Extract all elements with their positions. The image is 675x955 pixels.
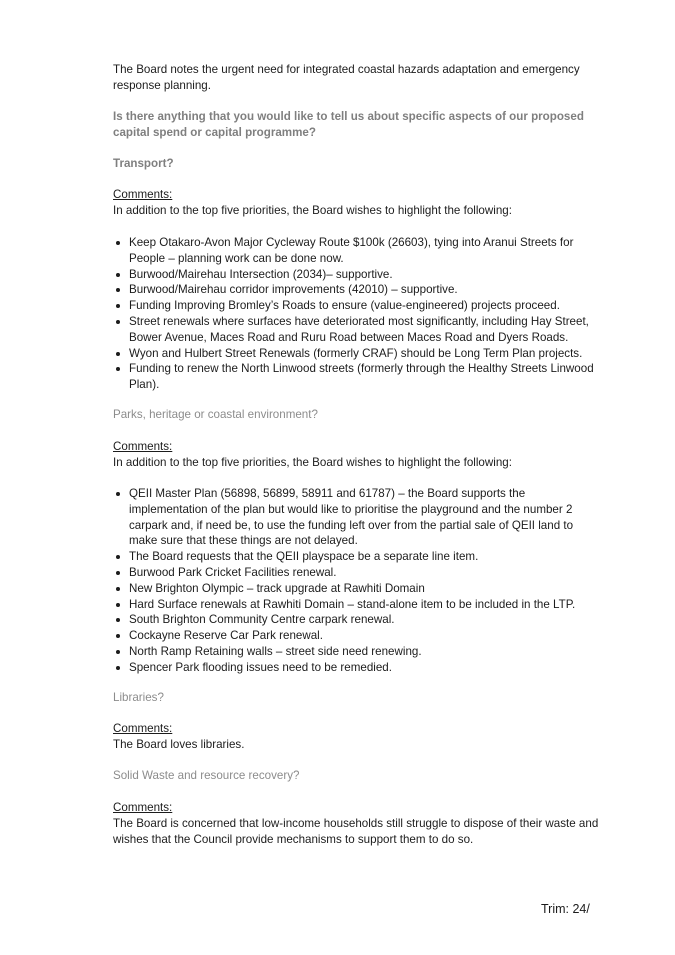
bullet-icon bbox=[116, 650, 120, 654]
bullet-icon bbox=[116, 304, 120, 308]
bullet-icon bbox=[116, 555, 120, 559]
bullet-icon bbox=[116, 587, 120, 591]
list-item: Burwood Park Cricket Facilities renewal. bbox=[113, 565, 603, 581]
parks-heading: Parks, heritage or coastal environment? bbox=[113, 408, 318, 421]
bullet-icon bbox=[116, 273, 120, 277]
list-item: Funding Improving Bromley’s Roads to ensure (value-engineered) projects proceed. bbox=[113, 298, 603, 314]
list-item: QEII Master Plan (56898, 56899, 58911 and 61787) – the Board supports the implementation of the plan but would like to prioritise the playground and the number 2 carpark and, if need be, to use the funding left over from the partial sale of QEII land to make sure that these things are not delayed. bbox=[113, 486, 603, 549]
bullet-icon bbox=[116, 288, 120, 292]
list-item: New Brighton Olympic – track upgrade at Rawhiti Domain bbox=[113, 581, 603, 597]
transport-intro: In addition to the top five priorities, the Board wishes to highlight the following: bbox=[113, 204, 512, 217]
libraries-comments-label: Comments: bbox=[113, 722, 173, 735]
trim-reference: Trim: 24/ bbox=[541, 902, 590, 916]
bullet-icon bbox=[116, 367, 120, 371]
waste-heading: Solid Waste and resource recovery? bbox=[113, 769, 300, 782]
list-item: Cockayne Reserve Car Park renewal. bbox=[113, 628, 603, 644]
bullet-icon bbox=[116, 241, 120, 245]
waste-comments-label: Comments: bbox=[113, 801, 173, 814]
list-item: Keep Otakaro-Avon Major Cycleway Route $100k (26603), tying into Aranui Streets for People – planning work can be done now. bbox=[113, 235, 603, 267]
capital-question: Is there anything that you would like to tell us about specific aspects of our proposed capital spend or capital programme? bbox=[113, 110, 584, 139]
list-item: Burwood/Mairehau Intersection (2034)– supportive. bbox=[113, 267, 603, 283]
list-item: Burwood/Mairehau corridor improvements (42010) – supportive. bbox=[113, 282, 603, 298]
list-item: Funding to renew the North Linwood streets (formerly through the Healthy Streets Linwood Plan). bbox=[113, 361, 603, 393]
parks-intro: In addition to the top five priorities, the Board wishes to highlight the following: bbox=[113, 456, 512, 469]
bullet-icon bbox=[116, 571, 120, 575]
list-item: Street renewals where surfaces have deteriorated most significantly, including Hay Street, Bower Avenue, Maces Road and Ruru Road between Maces Road and Dyers Roads. bbox=[113, 314, 603, 346]
list-item: The Board requests that the QEII playspace be a separate line item. bbox=[113, 549, 603, 565]
list-item: Wyon and Hulbert Street Renewals (formerly CRAF) should be Long Term Plan projects. bbox=[113, 346, 603, 362]
bullet-icon bbox=[116, 320, 120, 324]
list-item: Hard Surface renewals at Rawhiti Domain – stand-alone item to be included in the LTP. bbox=[113, 597, 603, 613]
transport-list bbox=[113, 235, 603, 393]
bullet-icon bbox=[116, 634, 120, 638]
libraries-comment: The Board loves libraries. bbox=[113, 738, 245, 751]
transport-heading: Transport? bbox=[113, 157, 174, 170]
parks-comments-label: Comments: bbox=[113, 440, 173, 453]
libraries-heading: Libraries? bbox=[113, 691, 164, 704]
bullet-icon bbox=[116, 666, 120, 670]
bullet-icon bbox=[116, 603, 120, 607]
parks-list bbox=[113, 486, 603, 676]
list-item: Spencer Park flooding issues need to be remedied. bbox=[113, 660, 603, 676]
list-item: North Ramp Retaining walls – street side need renewing. bbox=[113, 644, 603, 660]
bullet-icon bbox=[116, 492, 120, 496]
transport-comments-label: Comments: bbox=[113, 188, 173, 201]
waste-comment: The Board is concerned that low-income households still struggle to dispose of their waste and wishes that the Council provide mechanisms to support them to do so. bbox=[113, 817, 599, 846]
intro-paragraph: The Board notes the urgent need for integrated coastal hazards adaptation and emergency response planning. bbox=[113, 63, 580, 92]
bullet-icon bbox=[116, 618, 120, 622]
list-item: South Brighton Community Centre carpark renewal. bbox=[113, 612, 603, 628]
bullet-icon bbox=[116, 352, 120, 356]
